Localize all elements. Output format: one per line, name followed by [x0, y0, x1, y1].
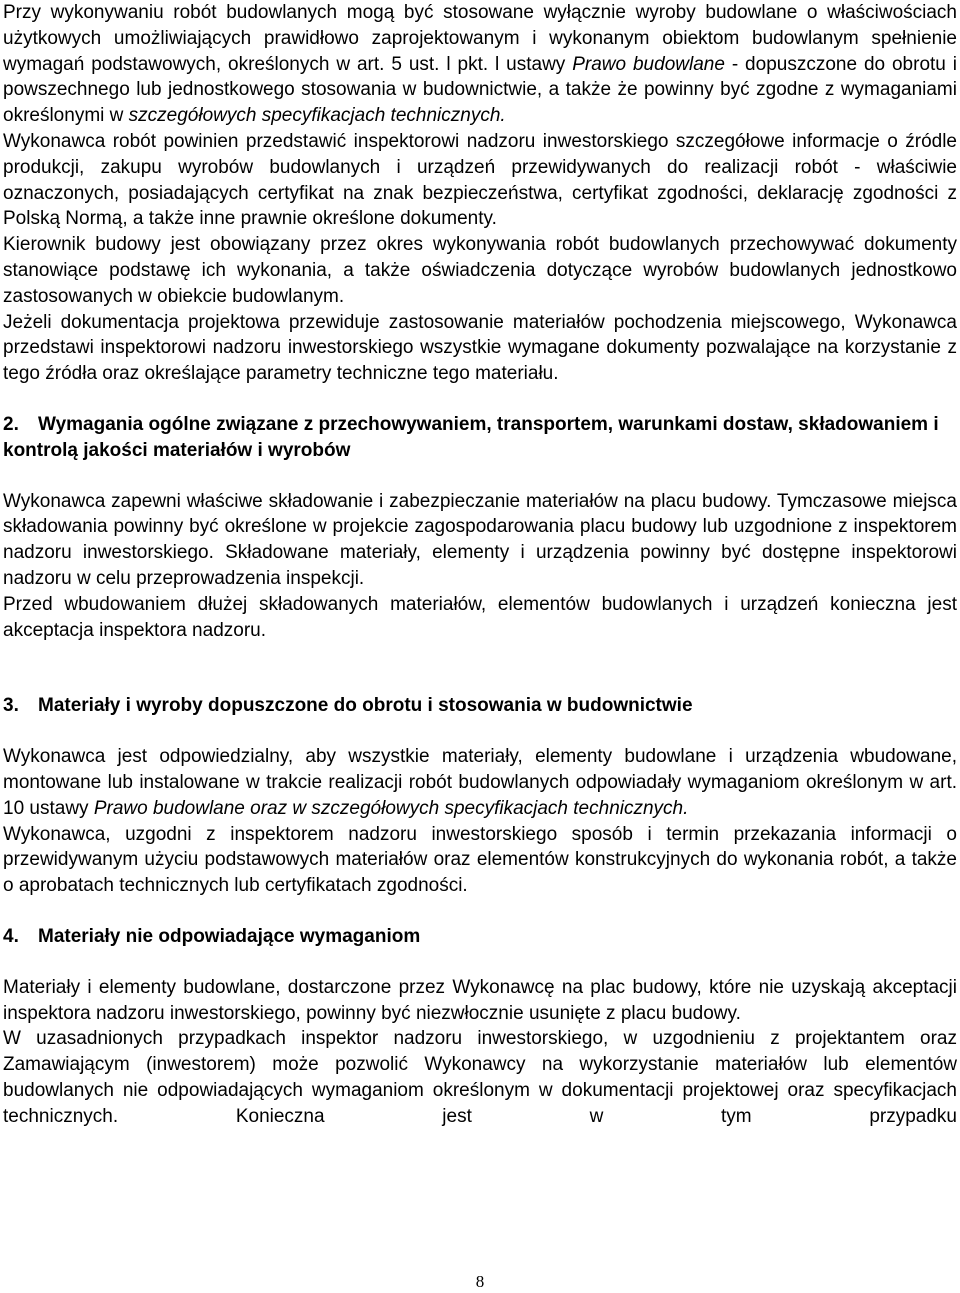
intro-paragraph-4: Jeżeli dokumentacja projektowa przewiduje zastosowanie materiałów pochodzenia miejscowego, Wykonawca przedstawi inspektorowi nadzoru inwestorskiego wszystkie wymagane dokumenty pozwalające na korzystanie z tego źródła oraz określające parametry techniczne tego materiału. — [3, 311, 957, 385]
section-3-heading — [3, 693, 957, 719]
intro-paragraph-1 — [3, 0, 957, 129]
section-title: Wymagania ogólne związane z przechowywaniem, transportem, warunkami dostaw, składowaniem i kontrolą jakości materiałów i wyrobów — [3, 413, 939, 461]
text-span: Wykonawca jest odpowiedzialny, aby wszystkie materiały, elementy budowlane i urządzenia wbudowane, montowane lub instalowane w trakcie realizacji robót budowlanych odpowiadały wymaganiom określonym w art. 10 ustawy — [3, 746, 957, 819]
italic-act-reference: Prawo budowlane oraz w szczegółowych specyfikacjach technicznych. — [93, 797, 689, 819]
page-number: 8 — [475, 1272, 485, 1291]
section-number: 2. — [3, 413, 19, 435]
intro-paragraph-2: Wykonawca robót powinien przedstawić inspektorowi nadzoru inwestorskiego szczegółowe informacje o źródle produkcji, zakupu wyrobów budowlanych i urządzeń przewidywanych do realizacji robót - właściwie oznaczonych, posiadających certyfikat na znak bezpieczeństwa, certyfikat zgodności, deklarację zgodności z Polską Normą, a także inne prawnie określone dokumenty. — [3, 130, 957, 230]
section-3-paragraph-2: Wykonawca, uzgodni z inspektorem nadzoru inwestorskiego sposób i termin przekazania informacji o przewidywanym użyciu podstawowych materiałów oraz elementów konstrukcyjnych do wykonania robót, a także o aprobatach technicznych lub certyfikatach zgodności. — [3, 823, 957, 897]
section-2-paragraph-1: Wykonawca zapewni właściwe składowanie i zabezpieczanie materiałów na placu budowy. Tymczasowe miejsca składowania powinny być określone w projekcie zagospodarowania placu budowy lub uzgodnione z inspektorem nadzoru inwestorskiego. Składowane materiały, elementy i urządzenia powinny być dostępne inspektorowi nadzoru w celu przeprowadzenia inspekcji. — [3, 490, 957, 589]
text-span: - dopuszczone do obrotu i powszechnego lub jednostkowego stosowania w budownictwie, a także że powinny być zgodne z wymaganiami określonymi w — [3, 53, 957, 127]
document-page — [3, 0, 957, 1129]
section-4-paragraph-1: Materiały i elementy budowlane, dostarczone przez Wykonawcę na plac budowy, które nie uzyskają akceptacji inspektora nadzoru inwestorskiego, powinny być niezwłocznie usunięte z placu budowy. — [3, 976, 957, 1024]
section-title: Materiały nie odpowiadające wymaganiom — [38, 925, 421, 947]
section-4-paragraph-2: W uzasadnionych przypadkach inspektor nadzoru inwestorskiego, w uzgodnieniu z projektantem oraz Zamawiającym (inwestorem) może pozwolić Wykonawcy na wykorzystanie materiałów lub elementów budowlanych nie odpowiadających wymaganiom określonym w dokumentacji projektowej oraz specyfikacjach technicznych. Konieczna jest w tym przypadku — [3, 1028, 957, 1127]
text-span: Przy wykonywaniu robót budowlanych mogą być stosowane wyłącznie wyroby budowlane o właściwościach użytkowych umożliwiających prawidłowo zaprojektowanym i wykonanym obiektom budowlanym spełnienie wymagań podstawowych, określonych w art. 5 ust. l pkt. l ustawy — [3, 2, 957, 75]
intro-paragraph-3: Kierownik budowy jest obowiązany przez okres wykonywania robót budowlanych przechowywać dokumenty stanowiące podstawę ich wykonania, a także oświadczenia dotyczące wyrobów budowlanych jednostkowo zastosowanych w obiekcie budowlanym. — [3, 234, 957, 307]
section-number: 4. — [3, 925, 19, 947]
section-title: Materiały i wyroby dopuszczone do obrotu i stosowania w budownictwie — [38, 695, 693, 717]
italic-specification: szczegółowych specyfikacjach technicznych. — [128, 105, 506, 127]
section-number: 3. — [3, 695, 19, 717]
section-2-heading — [3, 412, 957, 464]
section-2-paragraph-2: Przed wbudowaniem dłużej składowanych materiałów, elementów budowlanych i urządzeń konieczna jest akceptacja inspektora nadzoru. — [3, 593, 957, 641]
italic-act-name: Prawo budowlane — [572, 53, 725, 75]
section-4-heading — [3, 924, 957, 950]
section-3-paragraph-1 — [3, 744, 957, 821]
